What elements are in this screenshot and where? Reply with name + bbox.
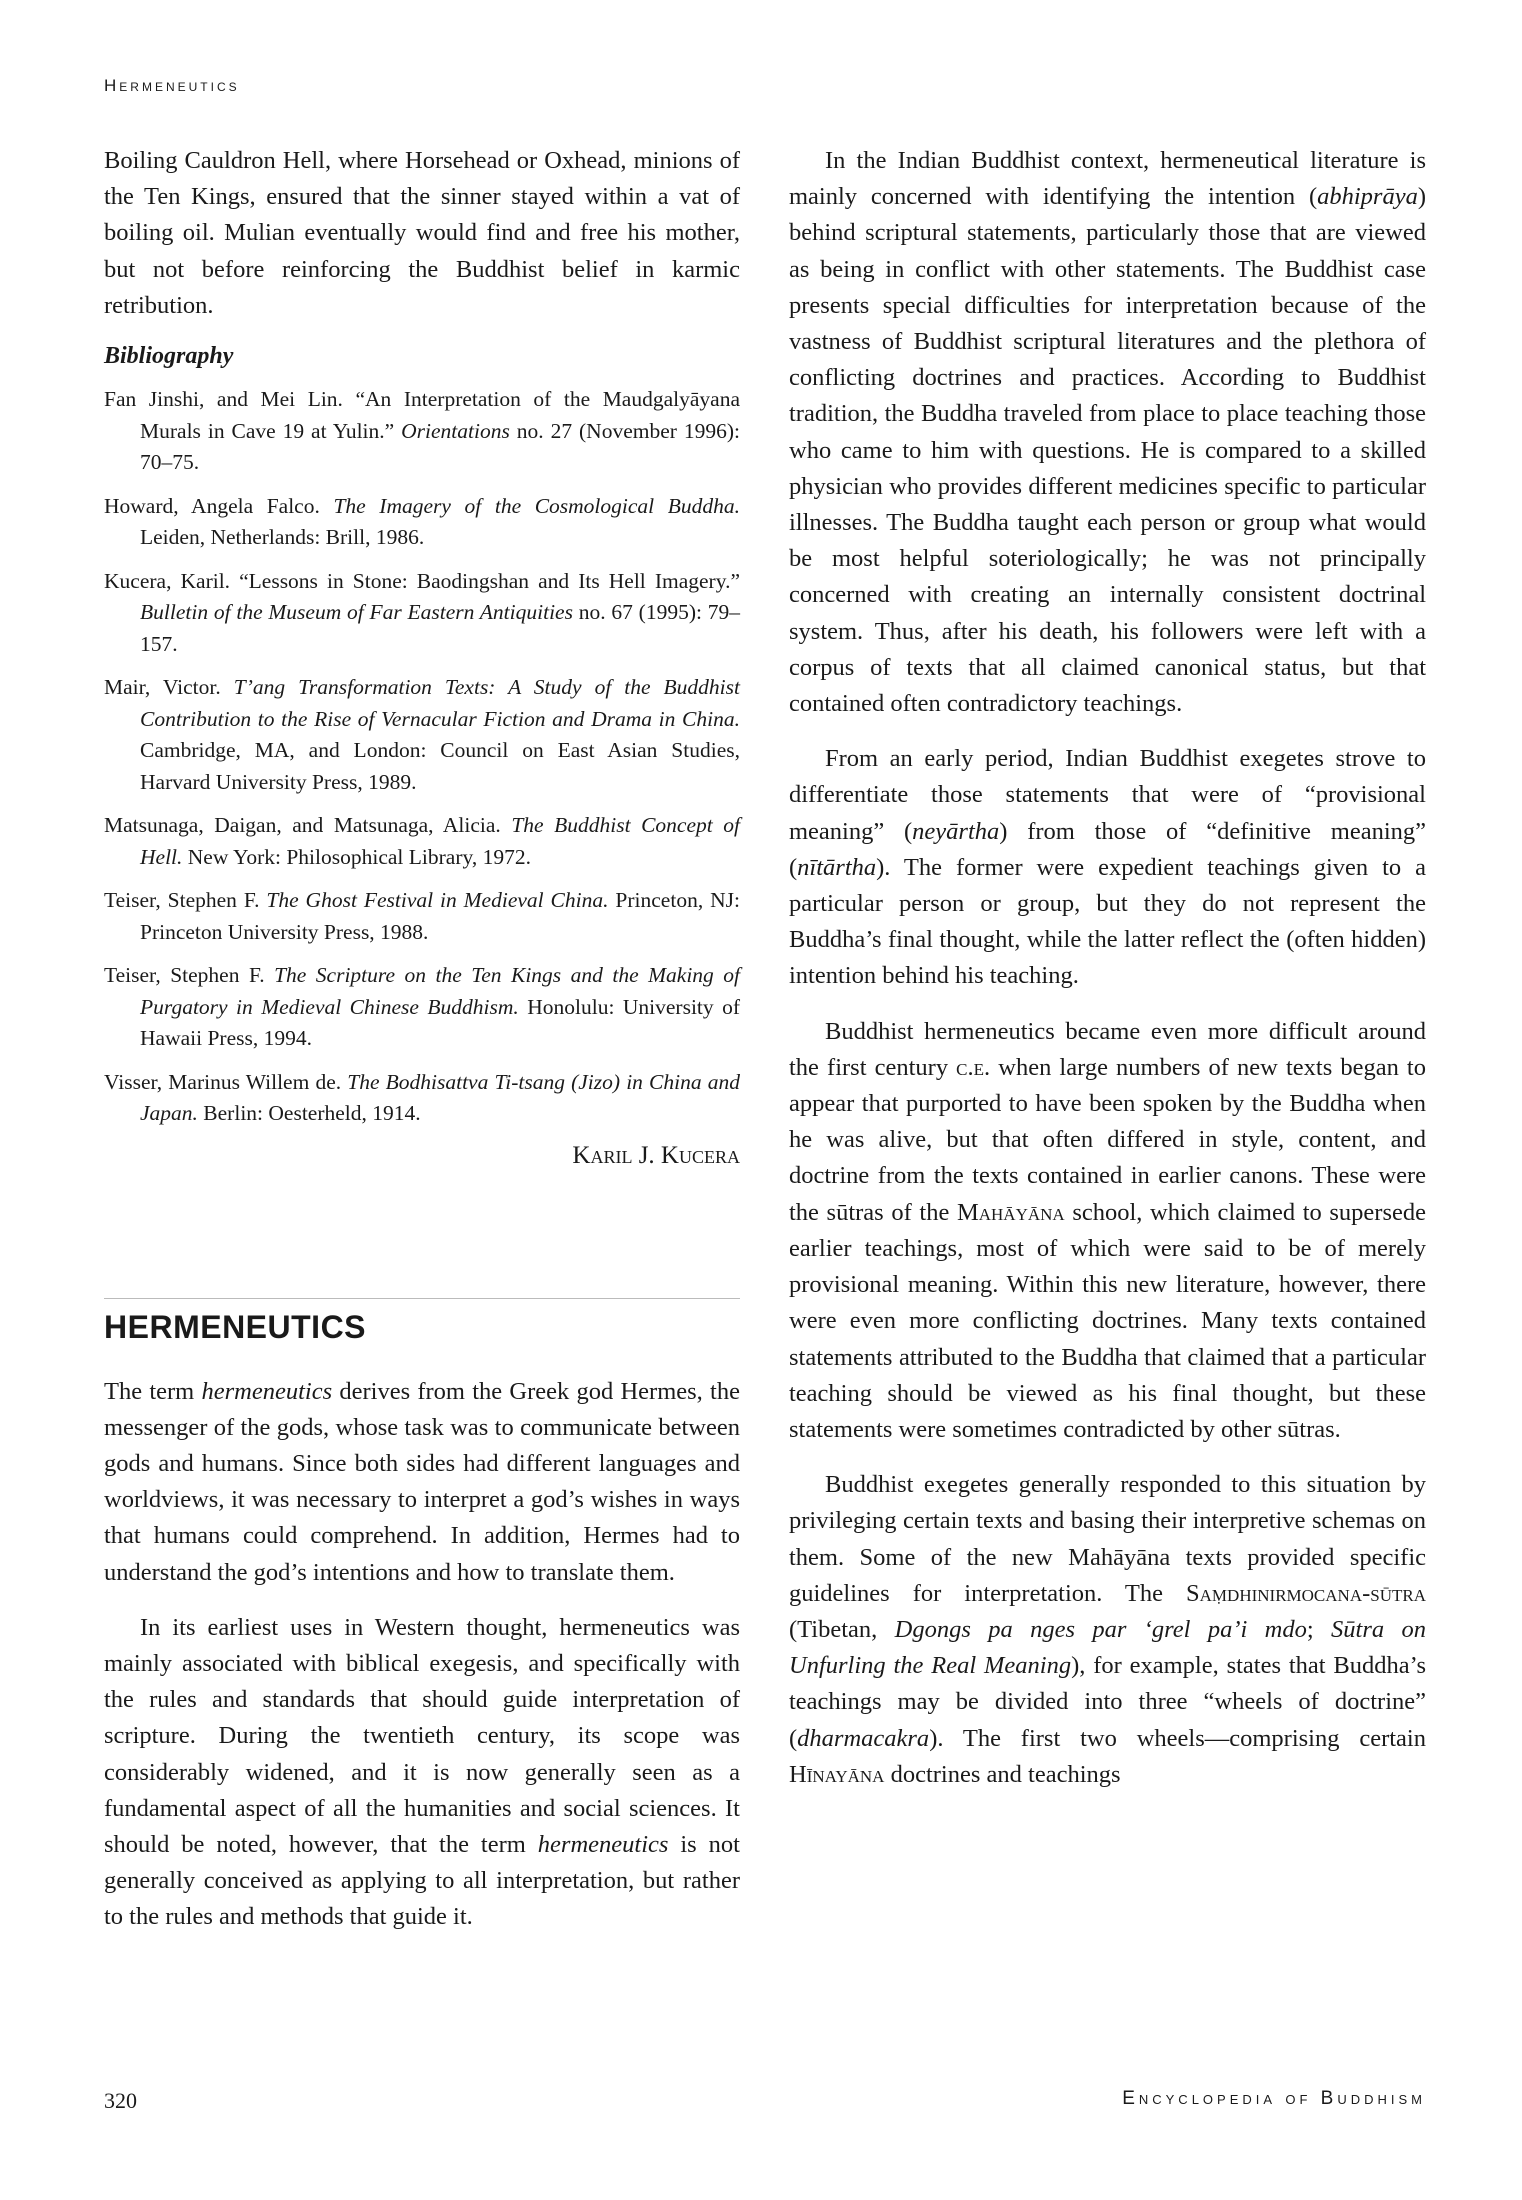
bibliography-entry (104, 960, 740, 1055)
text-run: no. 27 (November 1996): 70–75. (140, 418, 740, 475)
bibliography-heading: Bibliography (104, 343, 234, 370)
small-caps-text: Mahāyāna (956, 1198, 1065, 1226)
italic-text: nītārtha (797, 853, 877, 881)
bibliography-entry (104, 885, 740, 948)
italic-text: Bulletin of the Museum of Far Eastern Antiquities (140, 600, 573, 625)
text-run: ), for example, states that Buddha’s teachings may be divided into three “wheels of doctrine” ( (789, 1652, 1426, 1752)
text-run: ) behind scriptural statements, particularly those that are viewed as being in conflict with other statements. The Buddhist case presents special difficulties for interpretation because of the vastness of Buddhist scriptural literatures and the plethora of conflicting doctrines and practices. According to Buddhist tradition, the Buddha traveled from place to place teaching those who came to him with questions. He is compared to a skilled physician who provides different medicines specific to particular illnesses. The Buddha taught each person or group what would be most helpful soteriologically; he was not principally concerned with creating an internally consistent doctrinal system. Thus, after his death, his followers were left with a corpus of texts that all claimed canonical status, but that contained often contradictory teachings. (789, 183, 1426, 718)
text-run: ; (1306, 1615, 1332, 1643)
italic-text: dharmacakra (797, 1724, 930, 1752)
bibliography-entry (104, 672, 740, 798)
text-run: no. 67 (1995): 79–157. (140, 600, 740, 656)
body-paragraph (789, 1467, 1426, 1793)
italic-text: The Ghost Festival in Medieval China. (266, 888, 609, 913)
text-run: Fan Jinshi, and Mei Lin. “An Interpretation of the Maudgalyāyana Murals in Cave 19 at Yulin.” (104, 387, 740, 443)
text-run: Matsunaga, Daigan, and Matsunaga, Alicia. (104, 813, 512, 838)
running-head: Hermeneutics (104, 76, 240, 95)
italic-text: hermeneutics (201, 1377, 333, 1405)
text-run: In the Indian Buddhist context, hermeneutical literature is mainly concerned with identifying the intention ( (789, 147, 1426, 211)
page-number: 320 (104, 2088, 137, 2113)
body-paragraph (104, 1610, 740, 1936)
text-run: Teiser, Stephen F. (104, 963, 275, 988)
bibliography-entry (104, 1067, 740, 1130)
bibliography-entry (104, 810, 740, 873)
text-run: Teiser, Stephen F. (104, 888, 267, 913)
text-run: derives from the Greek god Hermes, the messenger of the gods, whose task was to communicate between gods and humans. Since both sides had different languages and worldviews, it was necessary to interpret a god’s wishes in ways that humans could comprehend. In addition, Hermes had to understand the god’s intentions and how to translate them. (104, 1377, 740, 1586)
text-run: ). The first two wheels—comprising certain (929, 1724, 1426, 1752)
body-paragraph (104, 1374, 740, 1591)
body-paragraph (789, 1014, 1426, 1448)
text-run: is not generally conceived as applying to all interpretation, but rather to the rules and methods that guide it. (104, 1830, 740, 1931)
text-run: New York: Philosophical Library, 1972. (182, 844, 531, 869)
bibliography-list (104, 384, 740, 1130)
italic-text: The Imagery of the Cosmological Buddha. (333, 493, 740, 518)
text-run: Howard, Angela Falco. (104, 493, 334, 518)
italic-text: Orientations (401, 418, 510, 443)
body-paragraph (789, 741, 1426, 994)
small-caps-text: c.e. (956, 1053, 991, 1081)
article-author: Karil J. Kucera (572, 1141, 740, 1169)
text-run: Boiling Cauldron Hell, where Horsehead or Oxhead, minions of the Ten Kings, ensured that the sinner stayed within a vat of boiling oil. Mulian eventually would find and free his mother, but not before reinforcing the Buddhist belief in karmic retribution. (104, 147, 740, 319)
left-column (104, 143, 740, 1955)
text-run: Honolulu: University of Hawaii Press, 1994. (140, 994, 741, 1051)
small-caps-text: Saṃdhinirmocana-sūtra (1186, 1579, 1426, 1607)
text-run: ). The former were expedient teachings given to a particular person or group, but they do not represent the Buddha’s final thought, while the latter reflect the (often hidden) intention behind his teaching. (789, 853, 1426, 990)
italic-text: The Scripture on the Ten Kings and the Making of Purgatory in Medieval Chinese Buddhism. (140, 963, 741, 1019)
text-run: Cambridge, MA, and London: Council on East Asian Studies, Harvard University Press, 1989. (140, 738, 740, 794)
italic-text: The Bodhisattva Ti-tsang (Jizo) in China and Japan. (140, 1069, 740, 1126)
section-divider (104, 1298, 740, 1299)
body-paragraph (789, 143, 1426, 722)
italic-text: Sūtra on Unfurling the Real Meaning (789, 1615, 1426, 1680)
italic-text: neyārtha (912, 817, 1000, 845)
text-run: Berlin: Oesterheld, 1914. (197, 1101, 421, 1126)
book-title: Encyclopedia of Buddhism (1122, 2088, 1426, 2109)
text-run: Leiden, Netherlands: Brill, 1986. (140, 525, 425, 550)
text-run: (Tibetan, (789, 1615, 895, 1643)
small-caps-text: Hīnayāna (789, 1760, 885, 1788)
article-heading: HERMENEUTICS (104, 1308, 367, 1345)
italic-text: Dgongs pa nges par ‘grel pa’i mdo (894, 1615, 1307, 1643)
text-run: Kucera, Karil. “Lessons in Stone: Baodingshan and Its Hell Imagery.” (104, 568, 740, 593)
italic-text: hermeneutics (537, 1830, 669, 1858)
italic-text: abhiprāya (1317, 183, 1418, 211)
text-run: Princeton, NJ: Princeton University Press, 1988. (140, 888, 740, 944)
text-run: doctrines and teachings (884, 1760, 1121, 1788)
text-run: The term (104, 1377, 202, 1405)
italic-text: The Buddhist Concept of Hell. (140, 813, 740, 869)
italic-text: T’ang Transformation Texts: A Study of the Buddhist Contribution to the Rise of Vernacular Fiction and Drama in China. (140, 675, 740, 731)
text-run: From an early period, Indian Buddhist exegetes strove to differentiate those statements that were of “provisional meaning” ( (789, 745, 1426, 845)
text-run: Buddhist exegetes generally responded to this situation by privileging certain texts and basing their interpretive schemas on them. Some of the new Mahāyāna texts provided specific guidelines for interpretation. The (789, 1471, 1426, 1607)
bibliography-entry (104, 384, 740, 479)
text-run: school, which claimed to supersede earlier teachings, most of which were said to be of merely provisional meaning. Within this new literature, however, there were even more conflicting doctrines. Many texts contained statements attributed to the Buddha that claimed that a particular teaching should be viewed as his final thought, but these statements were sometimes contradicted by other sūtras. (789, 1198, 1426, 1443)
text-run: when large numbers of new texts began to appear that purported to have been spoken by the Buddha when he was alive, but that often differed in style, content, and doctrine from the texts contained in earlier canons. These were the sūtras of the (789, 1053, 1426, 1226)
text-run: Visser, Marinus Willem de. (104, 1069, 348, 1094)
text-run: ) from those of “definitive meaning” ( (789, 817, 1426, 881)
bibliography-entry (104, 491, 740, 554)
text-run: Buddhist hermeneutics became even more difficult around the first century (789, 1017, 1426, 1081)
right-column (789, 143, 1426, 1812)
intro-paragraph (104, 143, 740, 324)
text-run: In its earliest uses in Western thought, hermeneutics was mainly associated with biblical exegesis, and specifically with the rules and standards that should guide interpretation of scripture. During the twentieth century, its scope was considerably widened, and it is now generally seen as a fundamental aspect of all the humanities and social sciences. It should be noted, however, that the term (104, 1613, 740, 1858)
bibliography-entry (104, 566, 740, 661)
text-run: Mair, Victor. (104, 675, 234, 700)
